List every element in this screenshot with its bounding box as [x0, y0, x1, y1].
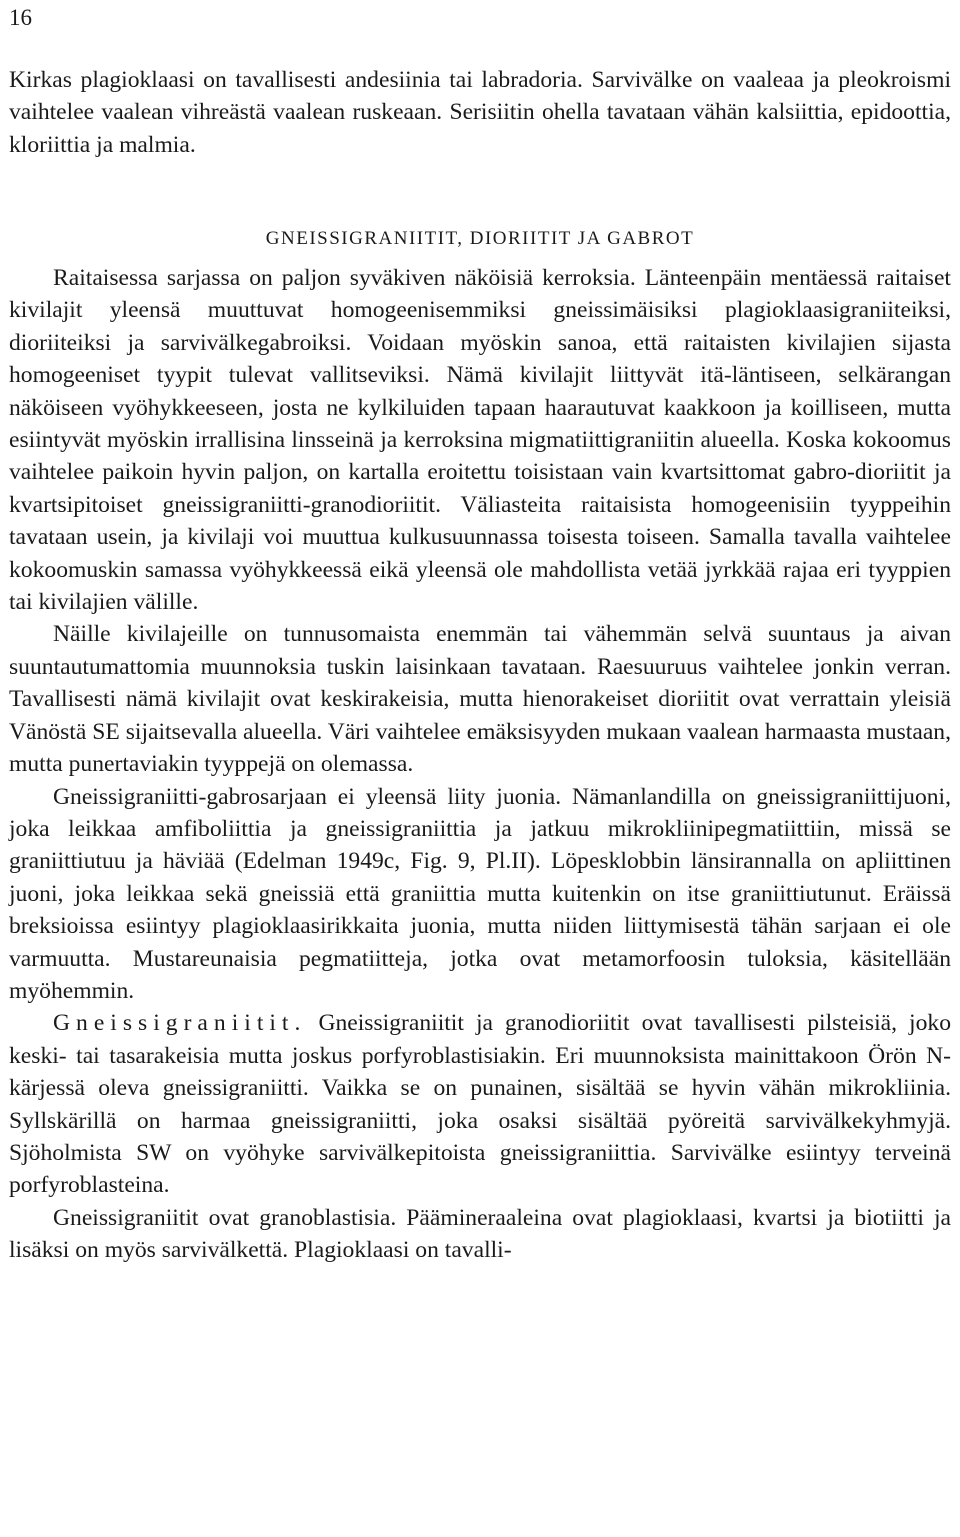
subsection-text: Gneissigraniitit ja granodioriitit ovat tavallisesti pilsteisiä, joko keski- tai tasarakeisia mutta joskus porfyroblastisiakin. Eri muunnoksista mainittakoon Örön N-kärjessä oleva gneissigraniitti. Vaikka se on punainen, sisältää se hyvin vähän mikrokliinia. Syllskärillä on harmaa gneissigraniitti, joka osaksi sisältää pyöreitä sarvivälkekyhmyjä. Sjöholmista SW on vyöhyke sarvivälkepitoista gneissigraniittia. Sarvivälke esiintyy terveinä porfyroblasteina. [9, 1010, 951, 1199]
page-number: 16 [9, 5, 32, 30]
paragraph-dikes: Gneissigraniitti-gabrosarjaan ei yleensä liity juonia. Nämanlandilla on gneissigraniittijuoni, joka leikkaa amfiboliittia ja gneissigraniittia ja jatkuu mikrokliinipegmatiittiin, missä se graniittiutuu ja häviää (Edelman 1949c, Fig. 9, Pl.II). Löpesklobbin länsirannalla on apliittinen juoni, joka leikkaa sekä gneissiä että graniittia mutta kuitenkin on itse graniittiutunut. Eräissä breksioissa esiintyy plagioklaasirikkaita juonia, mutta niiden liittymisestä tähän sarjaan ei ole varmuutta. Mustareunaisia pegmatiitteja, jotka ovat metamorfoosin tuloksia, käsitellään myöhemmin. [9, 783, 951, 1004]
section-text-block [9, 262, 951, 1267]
intro-text-block [9, 64, 951, 161]
paragraph-banded-rocks: Raitaisessa sarjassa on paljon syväkiven näköisiä kerroksia. Länteenpäin mentäessä raitaiset kivilajit yleensä muuttuvat homogeenisemmiksi gneissimäisiksi plagioklaasigraniiteiksi, dioriiteiksi ja sarvivälkegabroiksi. Voidaan myöskin sanoa, että raitaisten kivilajien sijasta homogeeniset tyypit tulevat vallitseviksi. Nämä kivilajit liittyvät itä-läntiseen, selkärangan näköiseen vyöhykkeeseen, josta ne kylkiluiden tapaan haarautuvat kaakkoon ja koilliseen, mutta esiintyvät myöskin irrallisina linsseinä ja kerroksina migmatiittigraniitin alueella. Koska kokoomus vaihtelee paikoin hyvin paljon, on kartalla eroitettu toisistaan vain kvartsittomat gabro-dioriitit ja kvartsipitoiset gneissigraniitti-granodioriitit. Väliasteita raitaisista homogeenisiin tyyppeihin tavataan usein, ja kivilaji voi muuttua kulkusuunnassa toisesta toiseen. Samalla tavalla vaihtelee kokoomuskin samassa vyöhykkeessä eikä yleensä ole mahdollista vetää jyrkkää rajaa eri tyyppien tai kivilajien välille. [9, 265, 951, 616]
intro-paragraph: Kirkas plagioklaasi on tavallisesti andesiinia tai labradoria. Sarvivälke on vaaleaa ja pleokroismi vaihtelee vaalean vihreästä vaalean ruskeaan. Serisiitin ohella tavataan vähän kalsiittia, epidoottia, kloriittia ja malmia. [9, 67, 951, 158]
paragraph-texture: Näille kivilajeille on tunnusomaista enemmän tai vähemmän selvä suuntaus ja aivan suuntautumattomia muunnoksia tuskin laisinkaan tavataan. Raesuuruus vaihtelee jonkin verran. Tavallisesti nämä kivilajit ovat keskirakeisia, mutta hienorakeiset dioriitit ovat verrattain yleisiä Vänöstä SE sijaitsevalla alueella. Väri vaihtelee emäksisyyden mukaan vaalean harmaasta mustaan, mutta punertaviakin tyyppejä on olemassa. [9, 621, 951, 778]
section-heading: GNEISSIGRANIITIT, DIORIITIT JA GABROT [265, 228, 695, 249]
subsection-title: Gneissigraniitit. [53, 1010, 307, 1037]
paragraph-gneissic-granites [9, 1007, 951, 1201]
paragraph-granoblastic: Gneissigraniitit ovat granoblastisia. Päämineraaleina ovat plagioklaasi, kvartsi ja biotiitti ja lisäksi on myös sarvivälkettä. Plagioklaasi on tavalli- [9, 1204, 951, 1264]
